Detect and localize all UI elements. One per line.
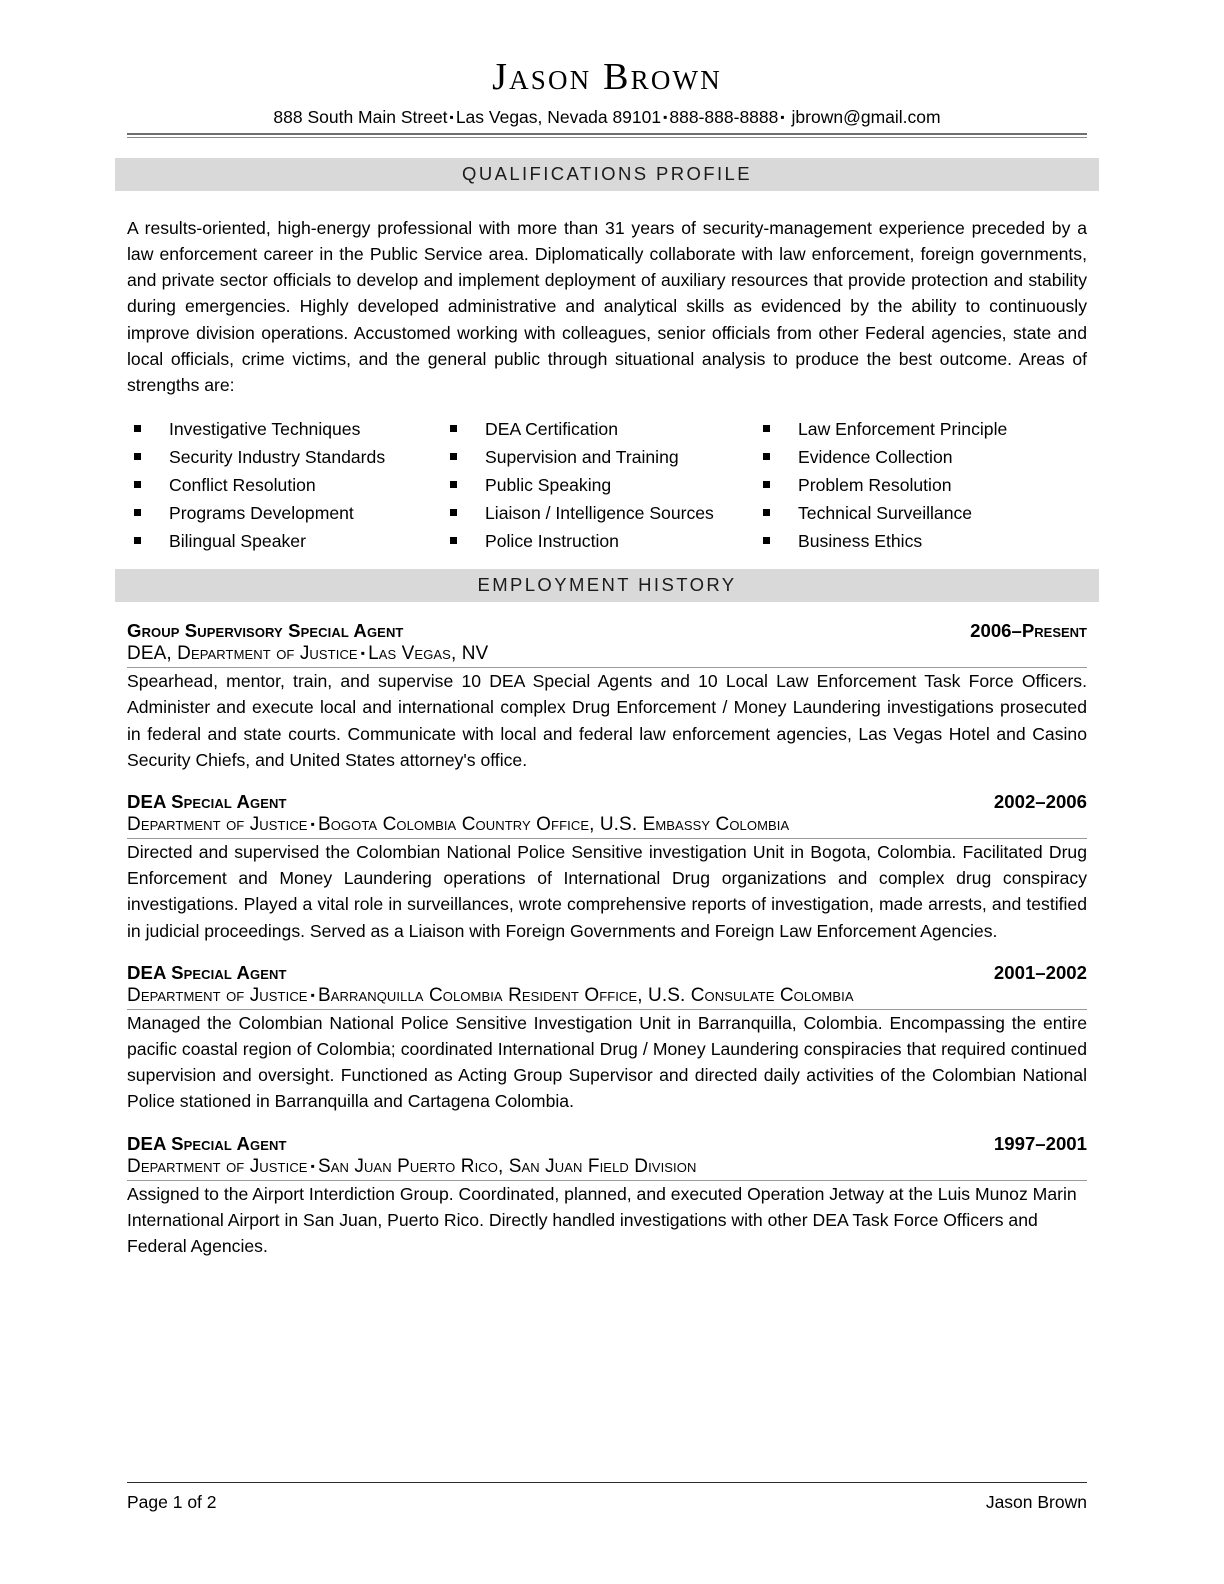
list-item xyxy=(450,443,763,471)
job-employer xyxy=(127,984,1087,1008)
square-bullet-icon xyxy=(450,453,457,460)
skill-label: Investigative Techniques xyxy=(169,419,361,440)
square-bullet-icon xyxy=(450,425,457,432)
page-number: Page 1 of 2 xyxy=(127,1492,217,1512)
candidate-name: Jason Brown xyxy=(492,56,722,98)
separator-square-icon: ▪ xyxy=(663,109,668,124)
list-item xyxy=(127,527,450,555)
skill-label: Public Speaking xyxy=(485,475,612,496)
skill-label: DEA Certification xyxy=(485,419,618,440)
job-employer-location: San Juan Puerto Rico, San Juan Field Division xyxy=(317,1155,697,1177)
square-bullet-icon xyxy=(763,453,770,460)
square-bullet-icon xyxy=(763,481,770,488)
job-entry xyxy=(127,620,1087,773)
footer-row xyxy=(127,1483,1087,1513)
square-bullet-icon xyxy=(450,537,457,544)
list-item xyxy=(763,471,1087,499)
job-entry xyxy=(127,791,1087,944)
skill-label: Programs Development xyxy=(169,503,354,524)
skill-label: Police Instruction xyxy=(485,531,619,552)
job-description: Managed the Colombian National Police Sensitive Investigation Unit in Barranquilla, Colombia. Encompassing the entire pacific coastal region of Colombia; coordinated International Drug / Money Laundering conspiracies that required continued supervision and oversight. Functioned as Acting Group Supervisor and directed daily activities of the Colombian National Police stationed in Barranquilla and Cartagena Colombia. xyxy=(127,1012,1087,1112)
job-employer-org: Department of Justice xyxy=(127,984,308,1006)
skill-label: Evidence Collection xyxy=(798,447,953,468)
job-dates: 1997–2001 xyxy=(993,1132,1087,1154)
job-title: DEA Special Agent xyxy=(127,961,287,983)
job-title-row xyxy=(127,962,1087,984)
list-item xyxy=(450,471,763,499)
square-bullet-icon xyxy=(134,453,141,460)
job-title: DEA Special Agent xyxy=(127,791,287,812)
job-employer xyxy=(127,1155,1087,1179)
contact-line xyxy=(127,107,1087,129)
skill-label: Technical Surveillance xyxy=(798,503,973,524)
job-description: Spearhead, mentor, train, and supervise 10 DEA Special Agents and 10 Local Law Enforcement Task Force Officers. Administer and execute local and international complex Drug Enforcement / Money Laundering investigations prosecuted in federal and state courts. Communicate with local and federal law enforcement agencies, Las Vegas Hotel and Casino Security Chiefs, and United States attorney's office. xyxy=(127,671,1087,770)
contact-email: jbrown@gmail.com xyxy=(791,106,941,127)
list-item xyxy=(763,415,1087,443)
job-employer xyxy=(127,642,1087,666)
separator-square-icon: ▪ xyxy=(780,109,785,124)
job-description: Directed and supervised the Colombian National Police Sensitive investigation Unit in Bogota, Colombia. Facilitated Drug Enforcement and Money Laundering operations of International Drug organizations and complex drug conspiracy investigations. Played a vital role in surveillances, wrote comprehensive reports of investigation, made arrests, and testified in judicial proceedings. Served as a Liaison with Foreign Governments and Foreign Law Enforcement Agencies. xyxy=(127,842,1087,941)
list-item xyxy=(127,499,450,527)
list-item xyxy=(763,527,1087,555)
list-item xyxy=(127,471,450,499)
list-item xyxy=(763,499,1087,527)
job-description: Assigned to the Airport Interdiction Group. Coordinated, planned, and executed Operation Jetway at the Luis Munoz Marin International Airport in San Juan, Puerto Rico. Directly handled investigations with other DEA Task Force Officers and Federal Agencies. xyxy=(127,1183,1077,1257)
skill-label: Law Enforcement Principle xyxy=(798,419,1008,440)
job-employer xyxy=(127,813,1087,837)
skill-label: Supervision and Training xyxy=(485,447,679,468)
page-footer xyxy=(127,1482,1087,1513)
skill-label: Security Industry Standards xyxy=(169,447,386,468)
square-bullet-icon xyxy=(134,425,141,432)
list-item xyxy=(127,415,450,443)
job-entry xyxy=(127,1133,1087,1260)
job-title-row xyxy=(127,620,1087,642)
contact-city: Las Vegas, Nevada 89101 xyxy=(455,106,662,127)
job-employer-org: Department of Justice xyxy=(127,1155,308,1177)
skill-label: Conflict Resolution xyxy=(169,475,316,496)
job-employer-org: Department of Justice xyxy=(127,814,308,835)
job-employer-location: Las Vegas, NV xyxy=(368,643,489,665)
square-bullet-icon xyxy=(763,537,770,544)
skills-column-2 xyxy=(450,415,763,555)
header-divider xyxy=(127,133,1087,138)
square-bullet-icon xyxy=(763,425,770,432)
job-dates: 2001–2002 xyxy=(993,961,1087,983)
square-bullet-icon xyxy=(763,509,770,516)
skills-column-3 xyxy=(763,415,1087,555)
skill-label: Business Ethics xyxy=(798,531,923,552)
job-dates: 2002–2006 xyxy=(993,791,1087,812)
square-bullet-icon xyxy=(450,481,457,488)
job-title: Group Supervisory Special Agent xyxy=(127,620,404,642)
job-title: DEA Special Agent xyxy=(127,1132,287,1154)
resume-content xyxy=(127,0,1087,1259)
skill-label: Liaison / Intelligence Sources xyxy=(485,503,714,524)
separator-square-icon: ▪ xyxy=(360,646,366,661)
square-bullet-icon xyxy=(450,509,457,516)
separator-square-icon: ▪ xyxy=(310,1158,315,1173)
separator-square-icon: ▪ xyxy=(449,109,454,124)
square-bullet-icon xyxy=(134,509,141,516)
section-header-employment: EMPLOYMENT HISTORY xyxy=(115,569,1099,602)
list-item xyxy=(450,499,763,527)
job-entry xyxy=(127,962,1087,1115)
list-item xyxy=(450,527,763,555)
list-item xyxy=(127,443,450,471)
skills-column-1 xyxy=(127,415,450,555)
separator-square-icon: ▪ xyxy=(310,817,315,831)
job-employer-location: Barranquilla Colombia Resident Office, U.S. Consulate Colombia xyxy=(317,984,854,1006)
footer-name: Jason Brown xyxy=(985,1492,1087,1512)
job-title-row xyxy=(127,1133,1087,1155)
job-employer-location: Bogota Colombia Country Office, U.S. Embassy Colombia xyxy=(317,814,790,835)
contact-phone: 888-888-8888 xyxy=(669,106,779,127)
skill-label: Problem Resolution xyxy=(798,475,952,496)
job-title-row xyxy=(127,791,1087,813)
skill-label: Bilingual Speaker xyxy=(169,531,306,552)
contact-address: 888 South Main Street xyxy=(273,106,448,127)
job-employer-org: DEA, Department of Justice xyxy=(127,643,358,665)
qualifications-paragraph: A results-oriented, high-energy professional with more than 31 years of security-management experience preceded by a law enforcement career in the Public Service area. Diplomatically collaborate with law enforcement, foreign governments, and private sector officials to develop and implement deployment of auxiliary resources that provide protection and stability during emergencies. Highly developed administrative and analytical skills as evidenced by the ability to continuously improve division operations. Accustomed working with colleagues, senior officials from other Federal agencies, state and local officials, crime victims, and the general public through situational analysis to produce the best outcome. Areas of strengths are: xyxy=(127,217,1087,395)
section-header-qualifications: QUALIFICATIONS PROFILE xyxy=(115,158,1099,191)
square-bullet-icon xyxy=(134,537,141,544)
list-item xyxy=(763,443,1087,471)
list-item xyxy=(450,415,763,443)
job-dates: 2006–Present xyxy=(970,620,1087,642)
separator-square-icon: ▪ xyxy=(310,987,315,1002)
skills-columns xyxy=(127,415,1087,555)
square-bullet-icon xyxy=(134,481,141,488)
